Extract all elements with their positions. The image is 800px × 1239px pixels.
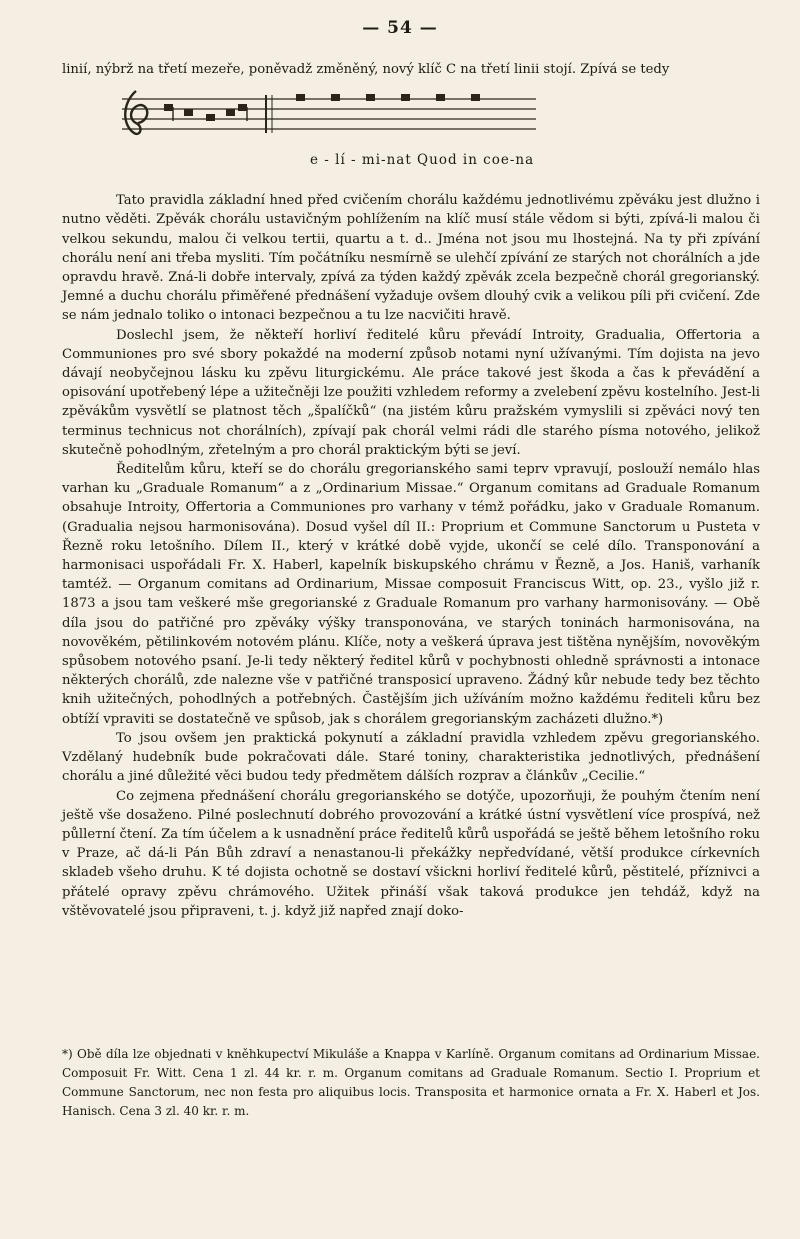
paragraph-1: Tato pravidla základní hned před cvičením chorálu každému jednotlivému zpěváku jest dlužno i nutno věděti. Zpěvák chorálu ustavičným pohlížením na klíč musí stále vědom si býti, zpívá-li malou či velkou sekundu, malou či velkou tertii, quartu a t. d.. Jména not jsou mu lhostejná. Na ty při zpívání chorálu není ani třeba mysliti. Tím počátníku nesmírně se ulehčí zpívání ze starých not chorálních a jde opravdu hravě. Zná-li dobře intervaly, zpívá za týden každý zpěvák zcela bezpečně chorál gregorianský. Jemné a duchu chorálu přiměřené přednášení vyžaduje ovšem dlouhý cvik a velikou píli při cvičení. Zde se nám jednalo toliko o intonaci bezpečnou a tu lze nacvičiti hravě. (62, 193, 760, 324)
paragraph-3: Ředitelům kůru, kteří se do chorálu gregorianského sami teprv vpravují, poslouží nemálo hlas varhan ku „Graduale Romanum“ a z „Ordinarium Missae.“ Organum comitans ad Graduale Romanum obsahuje Introity, Offertoria a Communiones pro varhany v témž pořádku, jako v Graduale Romanum. (Gradualia nejsou harmonisována). Dosud vyšel díl II.: Proprium et Commune Sanctorum u Pusteta v Řezně roku letošního. Dílem II., který v krátké době vyjde, ukončí se celé dílo. Transponování a harmonisaci uspořádali Fr. X. Haberl, kapelník biskupského chrámu v Řezně, a Jos. Haniš, varhaník tamtéž. — Organum comitans ad Ordinarium, Missae composuit Franciscus Witt, op. 23., vyšlo již r. 1873 a jsou tam veškeré mše gregorianské z Graduale Romanum pro varhany harmonisovány. — Obě díla jsou do patřičné pro zpěváky výšky transponována, ve starých toninách harmonisována, na novověkém, pětilinkovém notovém plánu. Klíče, noty a veškerá úprava jest tištěna nynějším, novověkým spůsobem notového psaní. Je-li tedy některý ředitel kůrů v pochybnosti ohledně správnosti a intonace některých chorálů, zde nalezne vše v patřičné transposicí upraveno. Žádný kůr nebude tedy bez těchto knih užitečných, pohodlných a potřebných. Častějším jich užíváním možno každému řediteli kůru bez obtíží vpraviti se dostatečně ve spůsob, jak s chorálem gregorianským zacházeti dlužno.*) (62, 462, 760, 727)
intro-paragraph: linií, nýbrž na třetí mezeře, poněvadž změněný, nový klíč C na třetí linii stojí. Zpívá se tedy (62, 62, 670, 77)
paragraph-2: Doslechl jsem, že někteří horliví ředitelé kůru převádí Introity, Gradualia, Offertoria a Communiones pro své sbory pokaždé na moderní způsob notami nyní užívanými. Tím dojista na jevo dávají neobyčejnou lásku ku zpěvu liturgickému. Ale práce takové jest škoda a čas k převádění a opisování upotřebený lépe a užitečněji lze použiti vzhledem reformy a zvelebení zpěvu kostelního. Jest-li zpěvákům vysvětlí se platnost těch „špalíčků“ (na jistém kůru pražském vymyslili si zpěváci nový ten terminus technicus not chorálních), zpívají pak chorál velmi rádi dle starého písma notového, jelikož skutečně pohodlným, zřetelným a pro chorál praktickým býti se jeví. (62, 327, 760, 458)
page-body (62, 60, 760, 921)
music-example (62, 79, 760, 191)
paragraph-4: To jsou ovšem jen praktická pokynutí a základní pravidla vzhledem zpěvu gregorianského. Vzdělaný hudebník bude pokračovati dále. Staré toniny, charakteristika jednotlivých, přednášení chorálu a jiné důležité věci budou tedy předmětem dálších rozprav a článkův „Cecilie.“ (62, 730, 760, 785)
footnote: *) Obě díla lze objednati v kněhkupectví Mikuláše a Knappa v Karlíně. Organum comitans ad Ordinarium Missae. Composuit Fr. Witt. Cena 1 zl. 44 kr. r. m. Organum comitans ad Graduale Romanum. Sectio I. Proprium et Commune Sanctorum, nec non festa pro aliquibus locis. Transposita et harmonice ornata a Fr. X. Haberl et Jos. Hanisch. Cena 3 zl. 40 kr. r. m. (62, 1047, 760, 1118)
page-number: — 54 — (362, 18, 438, 38)
chant-staff-icon (116, 81, 546, 151)
music-lyrics: e - lí - mi-nat Quod in coe-na (310, 152, 535, 169)
paragraph-5: Co zejmena přednášení chorálu gregorianského se dotýče, upozorňuji, že pouhým čtením není ještě vše dosaženo. Pilné poslechnutí dobrého provozování a krátké ústní vysvětlení více prospívá, než půllетní čtení. Za tím účelem a k usnadnění práce ředitelů kůrů uspořádá se ještě během letošního roku v Praze, ač dá-li Pán Bůh zdraví a nenastanou-li překážky nepředvídané, větší produkce církevních skladeb všeho druhu. K té dojista ochotně se dostaví všickni horliví ředitelé kůrů, pěstitelé, příznivci a přátelé opravy zpěvu chrámového. Užitek přináší však taková produkce jen tehdáž, když na vštěvovatelé jsou připraveni, t. j. když již napřed znají doko- (62, 788, 760, 919)
